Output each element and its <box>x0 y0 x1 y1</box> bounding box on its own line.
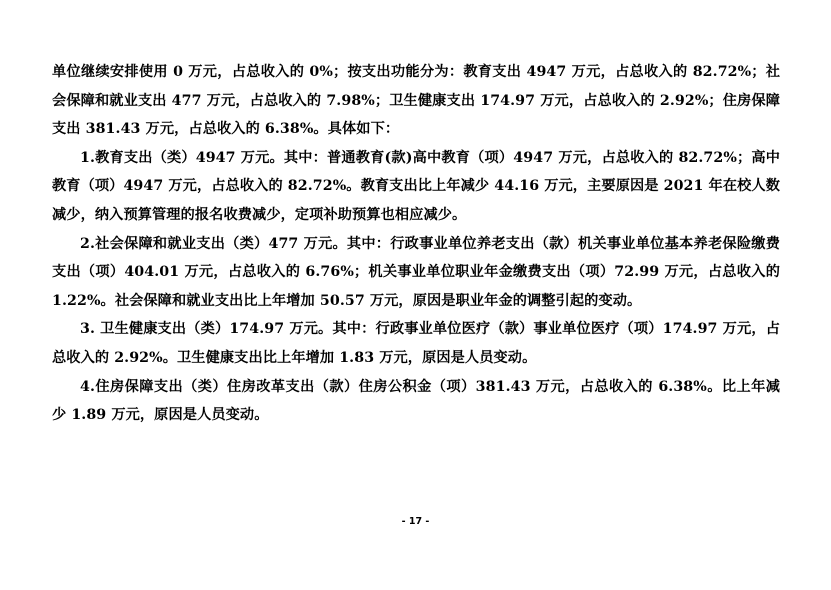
paragraph-continuation: 单位继续安排使用 0 万元，占总收入的 0%；按支出功能分为：教育支出 4947 万元，占总收入的 82.72%；社会保障和就业支出 477 万元，占总收入的 7.98%；卫生健康支出 174.97 万元，占总收入的 2.92%；住房保障支出 381.43 万元，占总收入的 6.38%。具体如下： <box>52 64 780 138</box>
paragraph-health: 3. 卫生健康支出（类）174.97 万元。其中：行政事业单位医疗（款）事业单位医疗（项）174.97 万元，占总收入的 2.92%。卫生健康支出比上年增加 1.83 万元，原因是人员变动。 <box>52 321 780 366</box>
document-body <box>52 58 780 430</box>
paragraph-housing: 4.住房保障支出（类）住房改革支出（款）住房公积金（项）381.43 万元，占总收入的 6.38%。比上年减少 1.89 万元，原因是人员变动。 <box>52 378 780 424</box>
paragraph-social-security: 2.社会保障和就业支出（类）477 万元。其中：行政事业单位养老支出（款）机关事业单位基本养老保险缴费支出（项）404.01 万元，占总收入的 6.76%；机关事业单位职业年金缴费支出（项）72.99 万元，占总收入的 1.22%。社会保障和就业支出比上年增加 50.57 万元，原因是职业年金的调整引起的变动。 <box>52 235 780 309</box>
paragraph-education: 1.教育支出（类）4947 万元。其中：普通教育(款)高中教育（项）4947 万元，占总收入的 82.72%；高中教育（项）4947 万元，占总收入的 82.72%。教育支出比上年减少 44.16 万元，主要原因是 2021 年在校人数减少，纳入预算管理的报名收费减少，定项补助预算也相应减少。 <box>52 149 780 223</box>
page-number: - 17 - <box>401 516 430 527</box>
